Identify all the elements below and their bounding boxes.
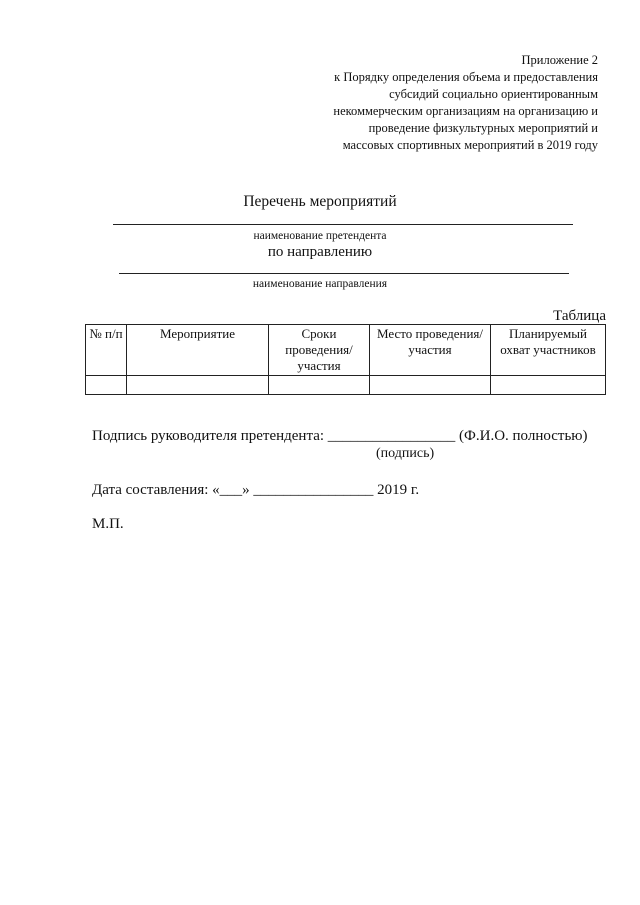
direction-subtitle: по направлению xyxy=(267,244,373,260)
column-header-place: Место проведения/ участия xyxy=(370,325,491,376)
column-header-coverage: Планируемый охват участников xyxy=(491,325,606,376)
column-header-number: № п/п xyxy=(86,325,127,376)
table-cell[interactable] xyxy=(86,376,127,395)
column-header-event: Мероприятие xyxy=(127,325,269,376)
table-cell[interactable] xyxy=(269,376,370,395)
appendix-line: некоммерческим организациям на организацию и xyxy=(333,104,598,118)
events-table xyxy=(85,324,606,395)
appendix-line: к Порядку определения объема и предоставления xyxy=(334,70,598,84)
appendix-line: субсидий социально ориентированным xyxy=(389,87,598,101)
date-line: Дата составления: «___» ________________ 2019 г. xyxy=(92,482,420,498)
appendix-line: Приложение 2 xyxy=(521,53,598,67)
stamp-label: М.П. xyxy=(92,516,124,532)
signature-caption: (подпись) xyxy=(376,446,435,461)
document-title: Перечень мероприятий xyxy=(243,193,397,210)
signature-line: Подпись руководителя претендента: _________________ (Ф.И.О. полностью) xyxy=(92,428,588,444)
table-cell[interactable] xyxy=(491,376,606,395)
table-row xyxy=(86,376,606,395)
table-header-row xyxy=(86,325,606,376)
direction-name-line xyxy=(119,273,569,274)
table-label: Таблица xyxy=(553,308,606,324)
applicant-name-line xyxy=(113,224,573,225)
table-cell[interactable] xyxy=(370,376,491,395)
appendix-header xyxy=(333,52,598,154)
appendix-line: массовых спортивных мероприятий в 2019 году xyxy=(342,138,598,152)
direction-name-caption: наименование направления xyxy=(252,278,388,290)
appendix-line: проведение физкультурных мероприятий и xyxy=(368,121,598,135)
table-cell[interactable] xyxy=(127,376,269,395)
column-header-dates: Сроки проведения/ участия xyxy=(269,325,370,376)
applicant-name-caption: наименование претендента xyxy=(253,230,387,242)
